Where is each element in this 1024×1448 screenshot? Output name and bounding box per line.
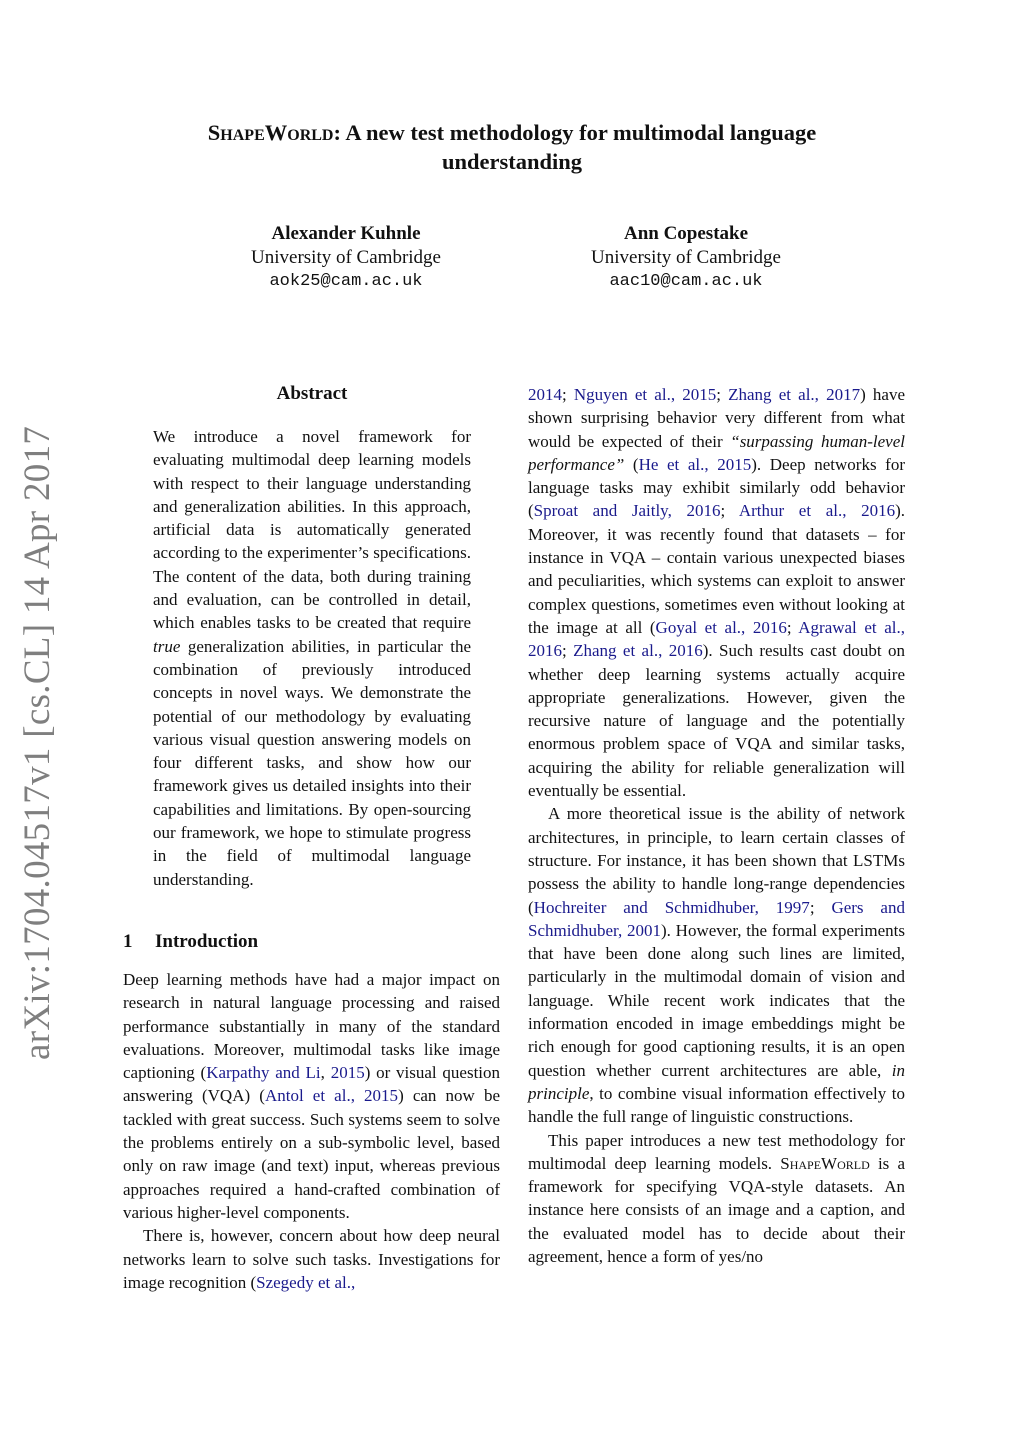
author-email: aok25@cam.ac.uk xyxy=(269,272,423,291)
citation-link[interactable]: 2014 xyxy=(528,385,562,404)
body-text: ; xyxy=(809,897,832,917)
citation-link[interactable]: Goyal et al., 2016 xyxy=(655,617,787,637)
abstract-body xyxy=(153,425,471,891)
citation-link[interactable]: Sproat and Jaitly, 2016 xyxy=(533,501,721,521)
right-paragraph-2 xyxy=(528,802,905,1128)
abstract-text: We introduce a novel framework for evaluating multimodal deep learning models with respect to their language understanding and generalization abilities. In this approach, artificial data is automatically generated according to the experimenter’s specifications. The content of the data, both during training and evaluation, can be controlled in detail, which enables tasks to be created that require xyxy=(153,427,471,633)
section-title: Introduction xyxy=(155,931,259,952)
author-affiliation: University of Cambridge xyxy=(591,247,781,268)
body-text: A more theoretical issue is the ability of network architectures, in principle, to learn certain classes of structure. For instance, it has been shown that LSTMs possess the ability to handle long-range dependencies ( xyxy=(528,804,905,917)
body-text: ; xyxy=(716,385,729,404)
citation-link[interactable]: Zhang et al., 2016 xyxy=(573,641,703,661)
body-text: ; xyxy=(562,641,574,661)
citation-link[interactable]: He et al., 2015 xyxy=(638,454,752,474)
arxiv-side-label: arXiv:1704.04517v1 [cs.CL] 14 Apr 2017 xyxy=(17,425,58,1060)
abstract-text: generalization abilities, in particular the combination of previously introduced concepts in novel ways. We demonstrate the potential of our methodology by evaluating various visual question answering models on four different tasks, and show how our framework gives us detailed insights into their capabilities and limitations. By open-sourcing our framework, we hope to stimulate progress in the field of multimodal language understanding. xyxy=(153,636,471,889)
body-text: Deep learning methods have had a major impact on research in natural language processing and raised performance substantially in many of the standard evaluations. Moreover, multimodal tasks like image captioning ( xyxy=(123,970,500,1083)
body-text: There is, however, concern about how deep neural networks learn to solve such tasks. Investigations for image recognition ( xyxy=(123,1226,500,1292)
right-paragraph-1 xyxy=(528,383,905,802)
citation-link[interactable]: Gers and Schmidhuber, 2001 xyxy=(528,897,905,940)
author-affiliation: University of Cambridge xyxy=(251,247,441,268)
citation-link[interactable]: Hochreiter and Schmidhuber, 1997 xyxy=(533,897,810,917)
body-text: ; xyxy=(562,385,574,404)
author-block-1 xyxy=(196,222,496,294)
body-text: ( xyxy=(624,454,639,474)
title-line2: understanding xyxy=(441,149,583,174)
intro-left-column xyxy=(123,968,500,1294)
system-name: ShapeWorld xyxy=(780,1153,870,1173)
intro-paragraph-1 xyxy=(123,968,500,1224)
body-text: ; xyxy=(720,501,739,521)
abstract-emphasis: true xyxy=(153,636,181,656)
emphasis-text: “surpassing human-level performance” xyxy=(528,431,905,474)
section-heading xyxy=(123,931,258,953)
section-number: 1 xyxy=(123,931,133,952)
author-email: aac10@cam.ac.uk xyxy=(609,272,763,291)
citation-link[interactable]: 2015 xyxy=(330,1063,365,1083)
body-text: ) can now be tackled with great success. Such systems seem to solve the problems entirely on a sub-symbolic level, based only on raw image (and text) input, whereas previous approaches required a hand-crafted combination of various higher-level components. xyxy=(123,1086,500,1222)
citation-link[interactable]: Arthur et al., 2016 xyxy=(738,501,896,521)
body-text: ). Moreover, it was recently found that datasets – for instance in VQA – contain various unexpected biases and peculiarities, which systems can exploit to answer complex questions, sometimes even without looking at the image at all ( xyxy=(528,501,906,637)
author-name: Ann Copestake xyxy=(623,223,749,244)
citation-link[interactable]: Szegedy et al., xyxy=(256,1272,356,1292)
body-text: This paper introduces a new test methodology for multimodal deep learning models. xyxy=(528,1130,905,1173)
body-text: ) or visual question answering (VQA) ( xyxy=(123,1063,501,1106)
emphasis-text: in principle xyxy=(528,1060,905,1103)
right-paragraph-3 xyxy=(528,1129,905,1269)
body-text: is a framework for specifying VQA-style datasets. An instance here consists of an image and a caption, and the evaluated model has to decide about their agreement, hence a form of yes/no xyxy=(528,1153,906,1266)
abstract-heading: Abstract xyxy=(276,383,348,404)
citation-link[interactable]: Antol et al., 2015 xyxy=(264,1086,399,1106)
author-block-2 xyxy=(536,222,836,294)
citation-link[interactable]: Karpathy and Li xyxy=(206,1063,321,1083)
citation-link[interactable]: Agrawal et al., 2016 xyxy=(528,617,905,661)
right-column xyxy=(528,383,905,1268)
body-text: ). However, the formal experiments that have been done along such lines are limited, particularly in the multimodal domain of vision and language. While recent work indicates that the information encoded in image embeddings might be rich enough for good captioning results, it is an open question whether current architectures are able, xyxy=(528,920,906,1080)
citation-link[interactable]: Nguyen et al., 2015 xyxy=(573,385,717,404)
body-text: , xyxy=(320,1063,331,1083)
body-text: ). Such results cast doubt on whether deep learning systems actually acquire appropriate generalizations. However, given the recursive nature of language and the potentially enormous problem space of VQA and similar tasks, acquiring the ability for reliable generalization will eventually be essential. xyxy=(528,641,906,801)
title-main: : A new test methodology for multimodal language xyxy=(333,120,817,145)
body-text: ) have shown surprising behavior very different from what would be expected of their xyxy=(528,385,905,451)
intro-paragraph-2 xyxy=(123,1224,500,1294)
citation-link[interactable]: Zhang et al., 2017 xyxy=(728,385,861,404)
author-name: Alexander Kuhnle xyxy=(271,223,421,244)
title-system-name: ShapeWorld xyxy=(207,120,334,145)
body-text: , to combine visual information effectively to handle the full range of linguistic constructions. xyxy=(528,1083,905,1127)
paper-title xyxy=(120,118,904,176)
body-text: ; xyxy=(786,617,799,637)
body-text: ). Deep networks for language tasks may exhibit similarly odd behavior ( xyxy=(528,454,905,521)
